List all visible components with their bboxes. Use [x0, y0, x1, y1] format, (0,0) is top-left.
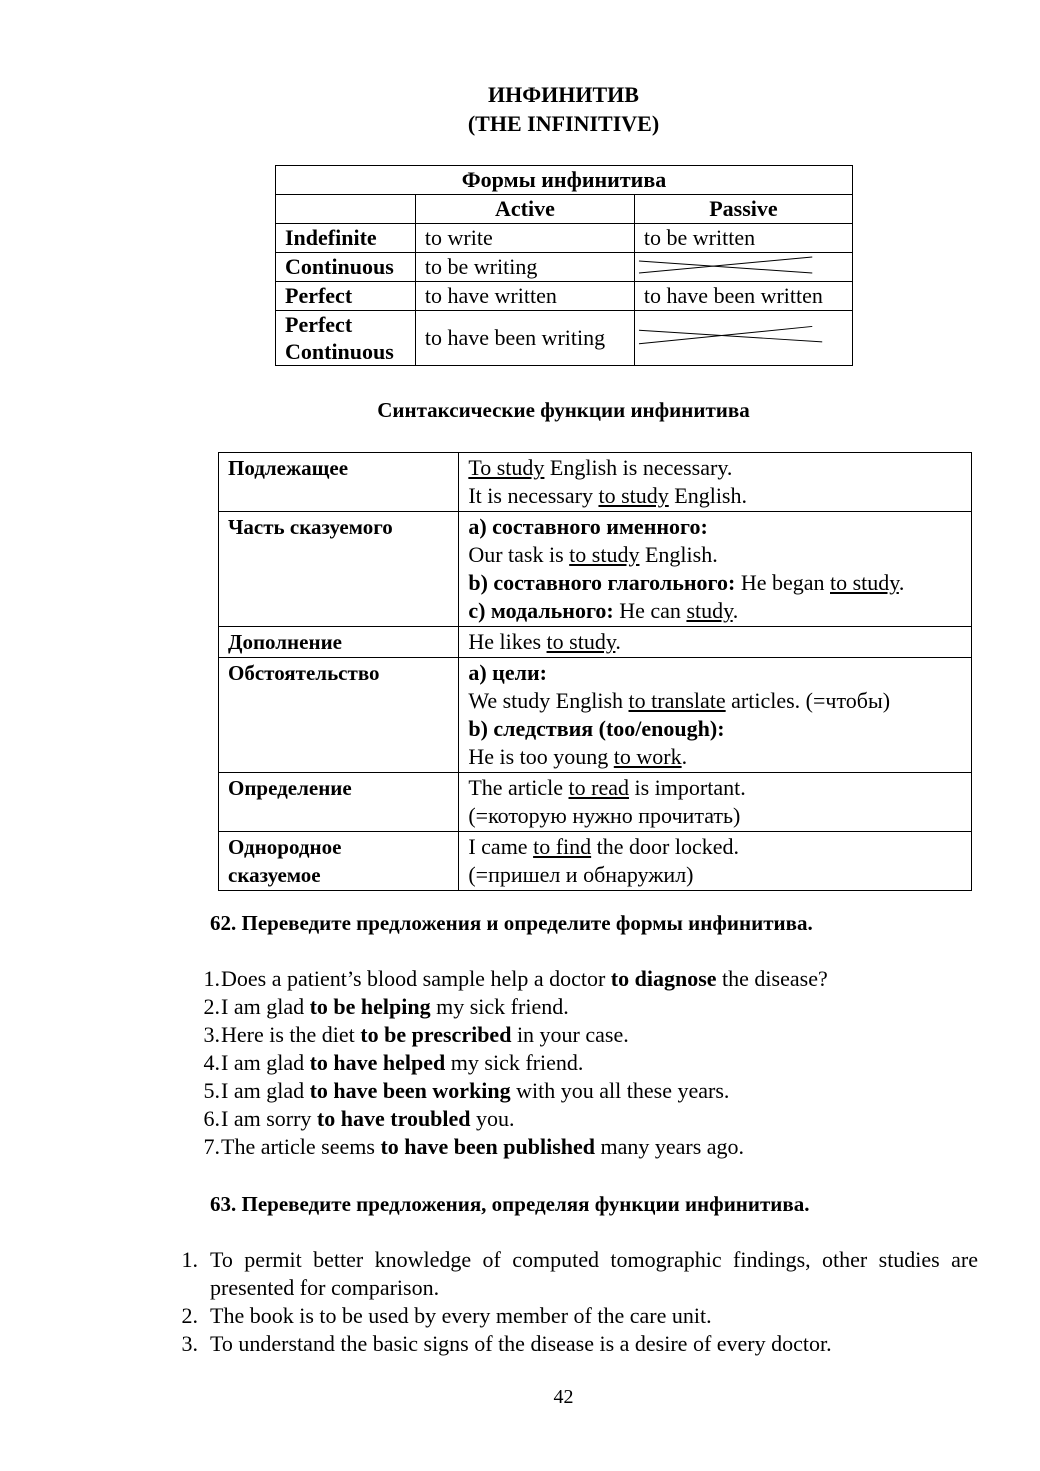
- list-item: 6. I am sorry to have troubled you.: [203, 1106, 515, 1131]
- forms-table-empty-header: [276, 195, 416, 224]
- function-label: Подлежащее: [219, 453, 459, 512]
- function-examples: [459, 512, 972, 627]
- list-item: 1. Does a patient’s blood sample help a doctor to diagnose the disease?: [203, 966, 828, 991]
- forms-row-label-line: Perfect: [285, 312, 353, 337]
- list-item: 7. The article seems to have been published many years ago.: [203, 1134, 745, 1159]
- table-row: [219, 453, 972, 512]
- function-examples: [459, 658, 972, 773]
- page-title: ИНФИНИТИВ: [488, 82, 639, 107]
- infinitive-forms-table: [275, 165, 853, 366]
- table-row: [276, 282, 853, 311]
- page-subtitle: (THE INFINITIVE): [467, 111, 660, 136]
- forms-row-label: [276, 311, 416, 366]
- subtype-heading: а) составного именного:: [468, 514, 708, 539]
- forms-cell-passive: to have been written: [634, 282, 852, 311]
- list-item: 2. I am glad to be helping my sick friend.: [203, 994, 569, 1019]
- forms-row-label: Indefinite: [276, 224, 416, 253]
- table-row: [219, 832, 972, 891]
- subtype-heading: а) цели:: [468, 660, 547, 685]
- cross-out-mark: [635, 253, 852, 281]
- forms-row-label: Continuous: [276, 253, 416, 282]
- forms-cell-active: to be writing: [415, 253, 634, 282]
- function-label: Определение: [219, 773, 459, 832]
- function-label: Дополнение: [219, 627, 459, 658]
- function-label: Часть сказуемого: [219, 512, 459, 627]
- forms-cell-active: to have been writing: [415, 311, 634, 366]
- example-line: Our task is to study English.: [468, 542, 718, 567]
- forms-row-label-line: Continuous: [285, 339, 394, 364]
- exercise-63-list: [178, 1246, 978, 1358]
- list-item: 3. Here is the diet to be prescribed in your case.: [203, 1022, 629, 1047]
- example-line: It is necessary to study English.: [468, 483, 747, 508]
- example-line: He is too young to work.: [468, 744, 688, 769]
- function-examples: [459, 832, 972, 891]
- example-line: The article to read is important.: [468, 775, 746, 800]
- exercise-62-list: [190, 965, 950, 1161]
- forms-col-active: Active: [415, 195, 634, 224]
- list-item: 3. To understand the basic signs of the disease is a desire of every doctor.: [181, 1331, 832, 1356]
- table-row: [219, 627, 972, 658]
- example-line: b) составного глагольного: He began to study.: [468, 570, 905, 595]
- forms-row-label: Perfect: [276, 282, 416, 311]
- table-row: [219, 512, 972, 627]
- list-item: 1. To permit better knowledge of computed tomographic findings, other studies are presented for comparison.: [181, 1247, 978, 1300]
- table-row: [276, 224, 853, 253]
- function-examples: [459, 773, 972, 832]
- example-line: с) модального: He can study.: [468, 598, 739, 623]
- exercise-63-heading: 63. Переведите предложения, определяя функции инфинитива.: [210, 1192, 810, 1216]
- table-row: [219, 658, 972, 773]
- example-line: We study English to translate articles. (=чтобы): [468, 688, 891, 713]
- page-number: 42: [553, 1386, 574, 1408]
- functions-heading: Синтаксические функции инфинитива: [377, 398, 750, 422]
- list-item: 5. I am glad to have been working with you all these years.: [203, 1078, 730, 1103]
- function-label: Однородное сказуемое: [219, 832, 459, 891]
- cross-out-mark: [635, 311, 852, 365]
- forms-cell-active: to write: [415, 224, 634, 253]
- list-item: 2. The book is to be used by every member of the care unit.: [181, 1303, 712, 1328]
- subtype-heading: b) следствия (too/enough):: [468, 716, 725, 741]
- forms-cell-crossed-out: [634, 311, 852, 366]
- forms-cell-active: to have written: [415, 282, 634, 311]
- table-row: [276, 311, 853, 366]
- example-gloss: (=пришел и обнаружил): [468, 862, 694, 887]
- forms-table-caption: Формы инфинитива: [276, 166, 853, 195]
- example-gloss: (=которую нужно прочитать): [468, 803, 741, 828]
- function-label: Обстоятельство: [219, 658, 459, 773]
- function-examples: [459, 453, 972, 512]
- infinitive-functions-table: [218, 452, 972, 891]
- table-row: [276, 253, 853, 282]
- function-examples: [459, 627, 972, 658]
- exercise-62-heading: 62. Переведите предложения и определите формы инфинитива.: [210, 911, 813, 935]
- list-item: 4. I am glad to have helped my sick friend.: [203, 1050, 584, 1075]
- forms-cell-crossed-out: [634, 253, 852, 282]
- table-row: [219, 773, 972, 832]
- forms-col-passive: Passive: [634, 195, 852, 224]
- example-line: To study English is necessary.: [468, 455, 733, 480]
- forms-cell-passive: to be written: [634, 224, 852, 253]
- example-line: He likes to study.: [468, 629, 621, 654]
- example-line: I came to find the door locked.: [468, 834, 739, 859]
